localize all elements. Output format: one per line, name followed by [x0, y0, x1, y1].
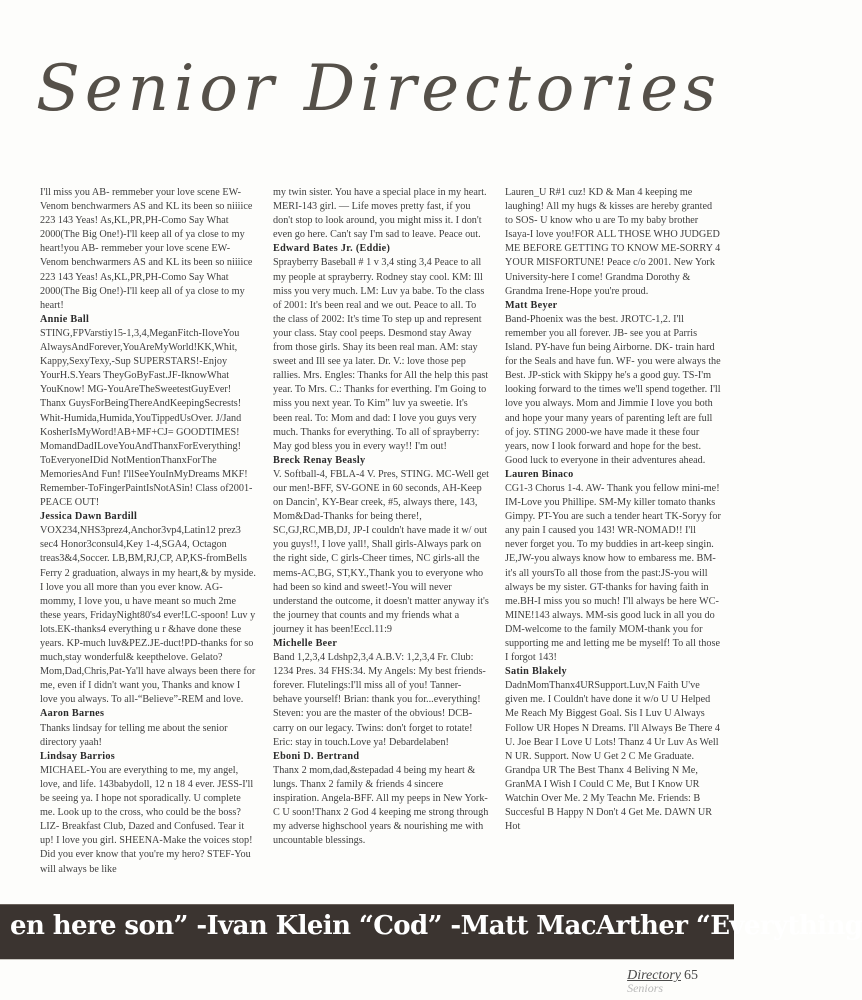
entry-text: Band-Phoenix was the best. JROTC-1,2. I'll remember you all forever. JB- see you at Parris Island. PY-have fun being Airborne. DK- train hard for the Seals and have fun. WF- you were always the Best. JP-stick with Skippy he's a good guy. TS-I'm looking forward to the times we'll spend together. I'll love you always. Mom and Jimmie I love you both and hope your many years of parenting left are full of joy. STING 2000-we have made it these four years, now I look forward and hope for the best. Good luck to everyone in their adventures ahead.	[505, 313, 721, 466]
directory-entry	[40, 510, 256, 707]
directory-entry	[505, 186, 721, 299]
entry-name: Lauren Binaco	[505, 468, 574, 480]
entry-text: MICHAEL-You are everything to me, my angel, love, and life. 143babydoll, 12 n 18 4 ever. JESS-I'll be seeing ya. I hope not sporadically. U complete me. Look up to the cross, who could be the boss? LIZ- Breakfast Club, Dazed and Confused. Tear it up! I love you girl. SHEENA-Make the voices stop! Did you ever know that you're my hero? STEF-You will always be like	[40, 764, 254, 875]
entry-text: I'll miss you AB- remmeber your love scene EW- Venom benchwarmers AS and KL its been so niiiice 223 143 Yeas! As,KL,PR,PH-Como Say What 2000(The Big One!)-I'll keep all of ya close to my heart!you AB- remmeber your love scene EW- Venom benchwarmers AS and KL its been so niiiice 223 143 Yeas! As,KL,PR,PH-Como Say What 2000(The Big One!)-I'll keep all of ya close to my heart!	[40, 187, 253, 311]
directory-entry	[273, 242, 489, 453]
quote-banner	[0, 904, 862, 959]
banner-quote-text: en here son” -Ivan Klein “Cod” -Matt MacArther “Everything	[10, 911, 862, 941]
directory-column-2	[273, 186, 489, 848]
entry-text: my twin sister. You have a special place in my heart. MERI-143 girl. — Life moves pretty fast, if you don't stop to look around, you might miss it. I don't even go here. Can't say I'm sad to leave. Peace out.	[273, 187, 487, 241]
entry-text: Thanx 2 mom,dad,&stepadad 4 being my heart & lungs. Thanx 2 family & friends 4 sincere inspiration. Angela-BFF. All my peeps in New York-C U soon!Thanx 2 God 4 keeping me strong through my adverse highschool years & nourishing me with uncountable blessings.	[273, 764, 489, 847]
directory-entry	[273, 454, 489, 637]
entry-text: Sprayberry Baseball # 1 v 3,4 sting 3,4 Peace to all my people at sprayberry. Rodney stay cool. KM: Ill miss you very much. LM: Luv ya babe. To the class of 2001: It's been real and we out. Peace to all. To the class of 2002: It's time To step up and represent your class. Stay cool peeps. Desmond stay Away from those girls. Shay its been real man. AM: stay sweet and Ill see ya later. Dr. V.: love those pep rallies. Mrs. Engles: Thanks for All the help this past year. To Mrs. C.: Thanks for everthing. I'm Going to miss you next year. To Kim” luv ya sweetie. It's been real. To: Mom and dad: I love you guys very much. Thanks for everything. To all of sprayberry: May god bless you in every way!! I'm out!	[273, 257, 489, 452]
entry-name: Jessica Dawn Bardill	[40, 511, 138, 523]
directory-entry	[273, 750, 489, 849]
folio-section: Directory	[627, 968, 681, 983]
entry-name: Aaron Barnes	[40, 708, 105, 720]
directory-entry	[273, 637, 489, 750]
entry-text: Lauren_U R#1 cuz! KD & Man 4 keeping me laughing! All my hugs & kisses are hereby granted to SOS- U know who u are To my baby brother Isaya-I love you!FOR ALL THOSE WHO JUDGED ME BEFORE GETTING TO KNOW ME-SORRY 4 YOUR MISFORTUNE! Peace c/o 2001. New York University-here I come! Grandma Dorothy & Grandma Irene-Hope you're proud.	[505, 187, 721, 297]
directory-entry	[40, 750, 256, 877]
directory-entry	[40, 707, 256, 749]
directory-column-3	[505, 186, 721, 834]
entry-text: Thanks lindsay for telling me about the senior directory yaah!	[40, 722, 228, 748]
entry-name: Eboni D. Bertrand	[273, 750, 360, 762]
directory-entry	[505, 468, 721, 665]
entry-text: DadnMomThanx4URSupport.Luv,N Faith U've given me. I Couldn't have done it w/o U U Helped Me Reach My Biggest Goal. Sis I Luv U Always Follow UR Hopes N Dreams. I'll Always Be There 4 U. Joe Bear I Love U Lots! Thanz 4 Ur Luv As Well N UR. Support. Now U Get 2 C Me Graduate. Grandpa UR The Best Thanx 4 Beliving N Me, GranMA I Wish I Could C Me, But I Know UR Watchin Over Me. 2 My Teachn Me. Friends: B Succesful B Happy N Don't 4 Get Me. DAWN UR Hot	[505, 680, 720, 833]
entry-name: Matt Beyer	[505, 299, 558, 311]
directory-entry	[505, 665, 721, 834]
entry-text: Band 1,2,3,4 Ldshp2,3,4 A.B.V: 1,2,3,4 Fr. Club: 1234 Pres. 34 FHS:34. My Angels: My best friends-forever. Flutelings:I'll miss all of you! Tanner-behave yourself! Brian: thank you for...everything! Steven: you are the master of the obvious! DCB-carry on our legacy. Twins: don't forget to rotate! Eric: stay in touch.Love ya! Debardelaben!	[273, 652, 486, 748]
entry-name: Michelle Beer	[273, 638, 338, 649]
entry-name: Annie Ball	[40, 313, 90, 325]
folio-subsection: Seniors	[627, 981, 664, 995]
entry-name: Lindsay Barrios	[40, 750, 115, 762]
entry-name: Edward Bates Jr. (Eddie)	[273, 243, 391, 255]
page-folio	[627, 966, 698, 996]
entry-name: Breck Renay Beasly	[273, 454, 366, 466]
entry-name: Satin Blakely	[505, 666, 567, 678]
directory-entry	[40, 186, 256, 313]
entry-text: STING,FPVarstiy15-1,3,4,MeganFitch-IloveYou AlwaysAndForever,YouAreMyWorld!KK,Whit, Kappy,SexyTexy,-Sup SUPERSTARS!-Enjoy YourH.S.Years TheyGoByFast.JF-IknowWhat YouKnow! MG-YouAreTheSweetestGuyEver! Thanx GuysForBeingThereAndKeepingSecrests! Whit-Humida,Humida,YouTippedUsOver. J/Jand KosherIsMyWord!AB+MF+CJ= GOODTIMES! MomandDadILoveYouAndThanxForEverything! ToEveryoneIDid NotMentionThanxForThe MemoriesAnd Fun! I'llSeeYouInMyDreams MKF! Remember-ToFingerPaintIsNotASin! Class of2001-PEACE OUT!	[40, 327, 253, 509]
page-number: 65	[684, 968, 698, 983]
directory-entry	[273, 186, 489, 242]
directory-column-1	[40, 186, 256, 877]
entry-text: CG1-3 Chorus 1-4. AW- Thank you fellow mini-me! IM-Love you Phillipe. SM-My killer tomato thanks Gimpy. PT-You are such a tender heart TK-Soryy for any pain I caused you 143! WR-NOMAD!! I'll never forget you. To my buddies in art-keep singin. JE,JW-you always know how to embaress me. BM-it's all yoursTo all those from the past:JS-you will always be my sister. GT-thanks for having faith in me.BH-I miss you so much! I'll always be here WC-MINE!143 always. MM-sis good luck in all you do DM-welcome to the family MOM-thank you for supporting me and letting me be myself! To all those I forgot 143!	[505, 482, 721, 664]
directory-entry	[40, 313, 256, 510]
directory-entry	[505, 299, 721, 468]
page-title: Senior Directories	[36, 52, 721, 126]
entry-text: V. Softball-4, FBLA-4 V. Pres, STING. MC-Well get our men!-BFF, SV-GONE in 60 seconds, AH-Keep on Dancin', KY-Bear creek, #5, always there, 143, Mom&Dad-Thanks for being there!, SC,GJ,RC,MB,DJ, JP-I couldn't have made it w/ out you guys!!, I love yall!, Shall girls-Always park on the right side, C girls-Cheer times, NC girls-all the mems-AC,BG, ST,KY.,Thank you to everyone who had been so kind and sweet!-You will never understand the outcome, it doesn't matter anyway it's the journey that counts and my friends what a journey it has been!Eccl.11:9	[273, 468, 489, 635]
entry-text: VOX234,NHS3prez4,Anchor3vp4,Latin12 prez3 sec4 Honor3consul4,Key 1-4,SGA4, Octagon treas3&4,Soccer. LB,BM,RJ,CP, AP,KS-fromBells Ferry 2 graduation, always in my heart,& by myside. I love you all more than you ever know. AG-mommy, I love you, u have meant so much 2me these years, FridayNight80's4 ever!LC-spoon! Luv y lots.EK-thanks4 everything u r &have done these years. KP-much luv&PEZ.JE-duct!PD-thanks for so much,stay wonderful& keepthelove. Gelato?Mom,Dad,Chris,Pat-Ya'll have always been there for me, even if I didn't want you, Thanks and know I love you always. To all-“Believe”-REM and love.	[40, 525, 256, 706]
